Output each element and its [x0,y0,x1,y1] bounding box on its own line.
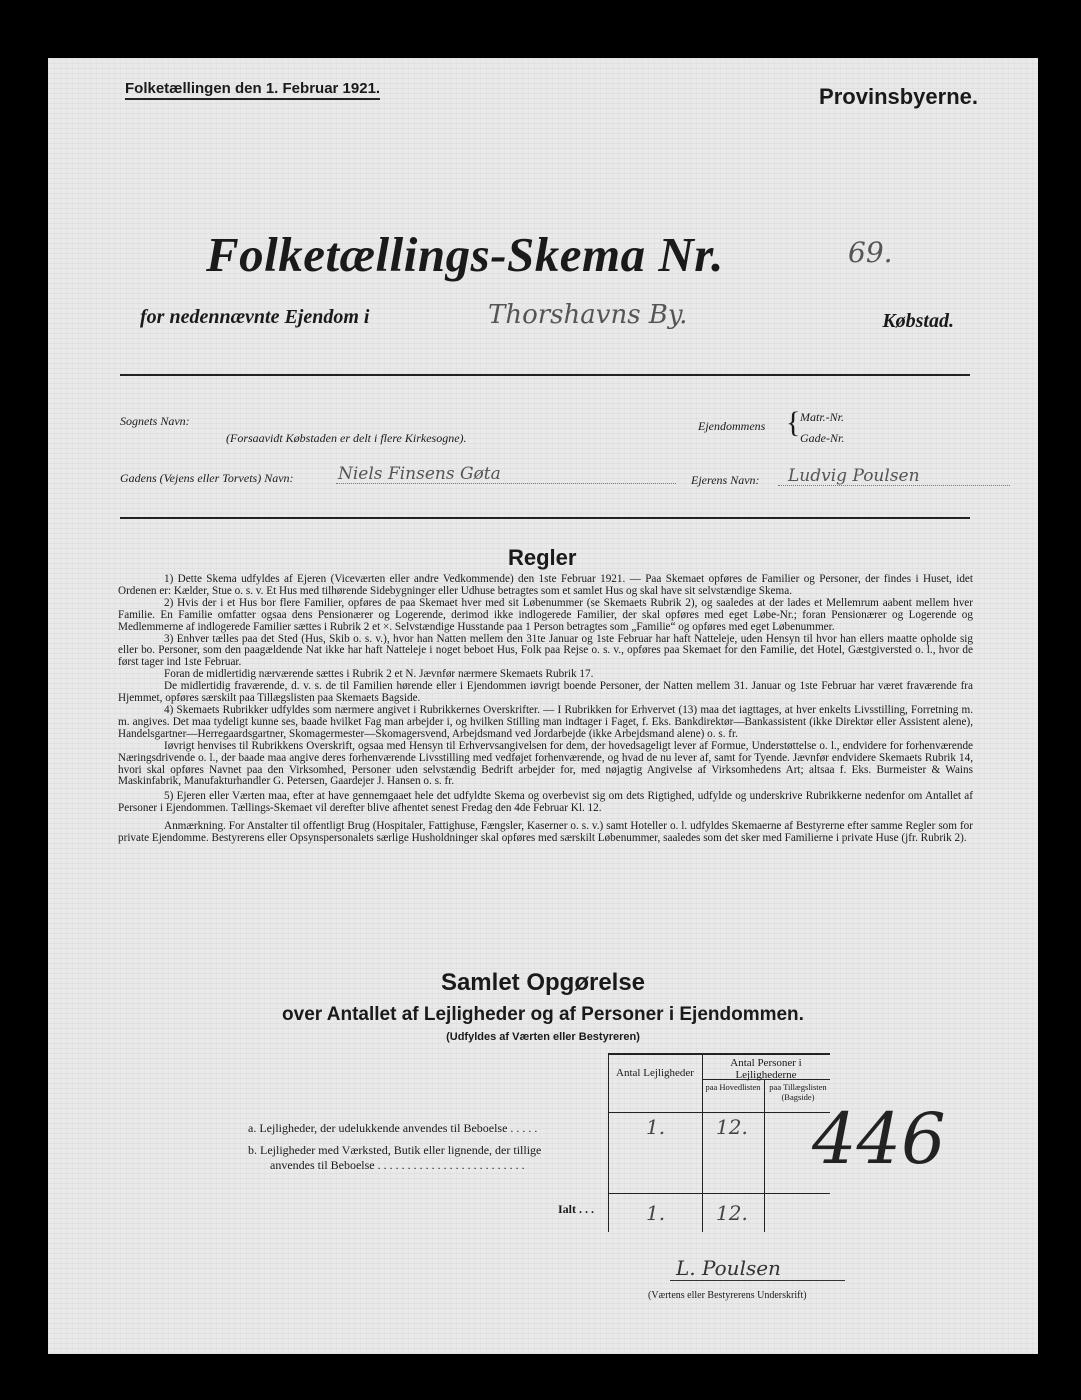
street-dotline [336,483,676,484]
rule-paragraph: Anmærkning. For Anstalter til offentligt Brug (Hospitaler, Fattighuse, Fængsler, Kaserner o. s. v.) samt Hoteller o. l. udfyldes Skemaerne af Bestyrerne efter samme Regler som for private Ejendomme. Bestyrerens eller Opsynspersonalets særlige Husholdninger skal opføres med særskilt Løbenummer, saaledes som det sker med Familierne i private Huse (jfr. Rubrik 2). [118,820,973,845]
town-handwritten: Thorshavns By. [488,300,688,330]
cell-ialt-antal: 1. [646,1201,666,1225]
signature-line [670,1280,845,1281]
brace-icon: { [786,406,801,439]
owner-label: Ejerens Navn: [691,473,760,487]
table-line [764,1079,765,1232]
owner-dotline [778,485,1010,486]
divider-middle [120,517,970,519]
table-line [608,1112,830,1113]
street-value: Niels Finsens Gøta [338,464,501,484]
parish-note: (Forsaavidt Købstaden er delt i flere Kirkesogne). [226,431,467,445]
street-label: Gadens (Vejens eller Torvets) Navn: [120,471,294,485]
census-form-page [48,58,1038,1354]
summary-table [608,1053,830,1232]
rule-paragraph: Iøvrigt henvises til Rubrikkens Overskrift, ogsaa med Hensyn til Erhvervsangivelsen for dem, der hovedsageligt lever af Formue, Understøttelse o. l., endvidere for forhenværende Næringsdrivende o. l., der baade maa angive deres forhenværende Livsstilling med vedføjet forhenværende, og hvad de nu lever af, samt for Tyende. Jævnfør endvidere Skemaets Rubrik 14, hvori skal opføres Navnet paa den Virksomhed, Personer uden selvstændig Bedrift arbejder for, med nøjagtig Angivelse af Virksomhedens Art; altsaa f. Eks. Burmeister & Wains Maskinfabrik, Manufakturhandler G. Petersen, Gaardejer J. Hansen o. s. fr. [118,739,973,788]
rule-paragraph: 3) Enhver tælles paa det Sted (Hus, Skib o. s. v.), hvor han Natten mellem den 31te Januar og 1ste Februar har haft Natteleje, uden Hensyn til hvor han ellers maatte opholde sig eller bo. Personer, som den paagældende Nat ikke har haft Natteleje i noget beboet Hus, Folk paa Rejse o. s. v., opføres paa Skemaet for den Familie, det Hotel, Gæstgiversted o. l., hvor de først tager ind 1ste Februar. [118,632,973,669]
parish-label: Sognets Navn: [120,414,190,428]
col-header-hoved: paa Hovedlisten [705,1082,761,1092]
col-header-tillaeg: paa Tillægslisten (Bagside) [769,1082,827,1102]
rule-paragraph: 4) Skemaets Rubrikker udfyldes som nærmere angivet i Rubrikkernes Overskrifter. — I Rubrikken for Erhvervet (13) maa det iagttages, at hver enkelts Livsstilling, Forretning m. m. angives. Det maa tydeligt kunne ses, baade hvilket Fag man arbejder i, og hvilken Stilling man indtager i Faget, f. Eks. Bankdirektør—Bankassistent (ikke Direktør eller Assistent alene), Handelsgartner—Herregaardsgartner, Skomagermester—Skomagersvend, Arbejdsmand ved Jordarbejde (ikke Arbejdsmand alene) o. s. fr. [118,703,973,740]
cell-a-hoved: 12. [716,1115,748,1139]
matr-label: Matr.-Nr. [800,410,845,424]
property-label: for nedennævnte Ejendom i [140,306,370,328]
rule-paragraph: 1) Dette Skema udfyldes af Ejeren (Viceværten eller andre Vedkommende) den 1ste Februar 1921. — Paa Skemaet opføres de Familier og Personer, der findes i Huset, idet Ordenen er: Kælder, Stue o. s. v. Et Hus med tilhørende Sidebygninger eller Udhuse betragtes som et samlet Hus og skal have sit selvstændige Skema. [118,573,973,597]
rule-paragraph: 5) Ejeren eller Værten maa, efter at have gennemgaaet hele det udfyldte Skema og overbevist sig om dets Rigtighed, udfylde og underskrive Rubrikkerne nedenfor om Antallet af Personer i Ejendommen. Tællings-Skemaet vil derefter blive afhentet senest Fredag den 4de Februar Kl. 12. [118,790,973,815]
rules-title: Regler [508,545,577,570]
table-line [608,1055,609,1232]
row-b-label-continued: anvendes til Beboelse . . . . . . . . . . . . . . . . . . . . . . . . . [270,1158,525,1172]
col-header-antal: Antal Lejligheder [616,1067,694,1079]
summary-note: (Udfyldes af Værten eller Bestyreren) [446,1031,640,1043]
cell-ialt-hoved: 12. [716,1201,748,1225]
row-b-label: b. Lejligheder med Værksted, Butik eller lignende, der tillige [248,1143,542,1157]
rule-paragraph: De midlertidig fraværende, d. v. s. de til Familien hørende eller i Ejendommen iøvrigt boende Personer, der Natten mellem 31. Januar og 1ste Februar har været fraværende fra Hjemmet, opføres særskilt paa Tillægslisten paa Skemaets Bagside. [118,680,973,705]
summary-title: Samlet Opgørelse [440,969,646,996]
summary-subtitle: over Antallet af Lejligheder og af Personer i Ejendommen. [282,1004,804,1025]
region-header: Provinsbyerne. [819,84,978,109]
rule-paragraph: 2) Hvis der i et Hus bor flere Familier, opføres de paa Skemaet hver med sit Løbenummer (se Skemaets Rubrik 2), og saaledes at der lades et Mellemrum aabent mellem hver Familie. En Familie omfatter ogsaa dens Pensionærer og Logerende, derimod ikke indlogerede Familier, der skal opføres med eget Løbe-Nr.; foran Pensionærer og Logerende og Medlemmerne af indlogerede Familier sættes i Rubrik 2 et ×. Selvstændige Husstande paa 1 Person betragtes som „Familie“ og opføres med eget Løbenummer. [118,596,973,633]
signature-caption: (Værtens eller Bestyrerens Underskrift) [648,1290,807,1301]
form-title: Folketællings-Skema Nr. [206,227,724,282]
gade-label: Gade-Nr. [800,431,845,445]
form-number: 69. [848,236,893,269]
handwritten-total: 446 [812,1098,946,1180]
row-a-label: a. Lejligheder, der udelukkende anvendes til Beboelse . . . . . [248,1121,538,1135]
cell-a-antal: 1. [646,1115,666,1139]
census-header: Folketællingen den 1. Februar 1921. [125,80,380,100]
town-type-label: Købstad. [882,310,954,332]
rule-paragraph: Foran de midlertidig nærværende sættes i Rubrik 2 et N. Jævnfør nærmere Skemaets Rubrik 17. [164,668,594,681]
signature: L. Poulsen [676,1256,781,1280]
row-ialt-label: Ialt . . . [558,1202,594,1216]
property-number-label: Ejendommens [698,419,766,433]
table-line [608,1193,830,1194]
owner-value: Ludvig Poulsen [788,466,920,486]
rules-text [118,574,973,845]
divider-top [120,374,970,376]
col-header-personer: Antal Personer i Lejlighederne [730,1057,802,1081]
table-line [702,1055,703,1232]
